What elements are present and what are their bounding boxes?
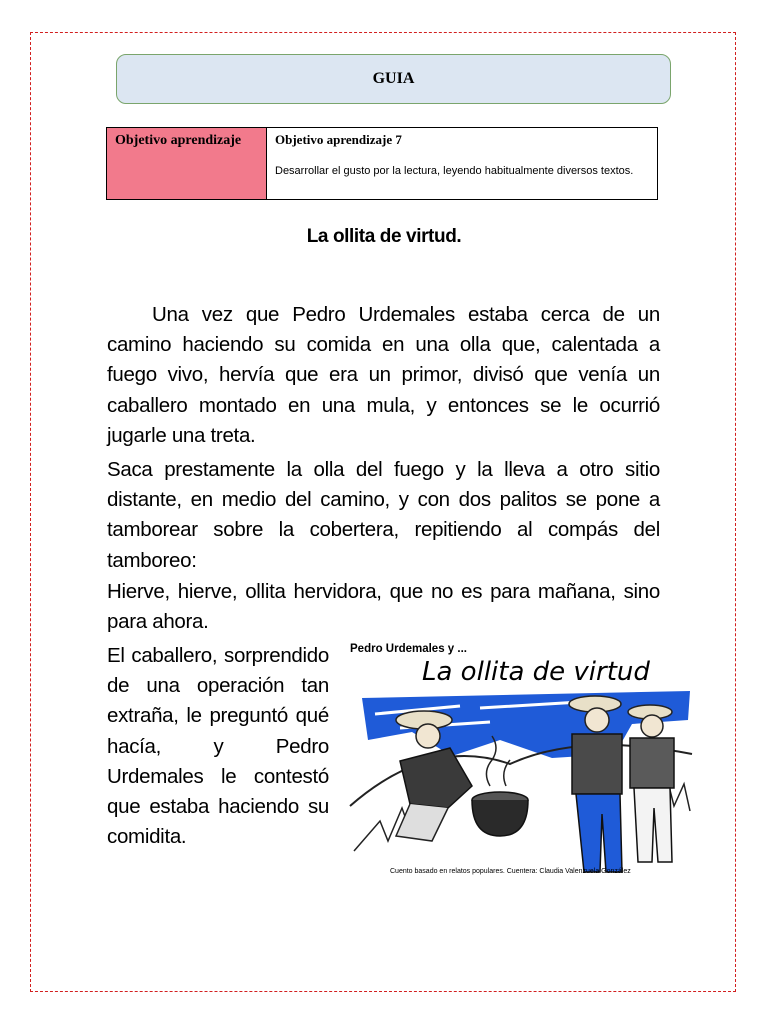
illustration-caption: Cuento basado en relatos populares. Cuentera: Claudia Valenzuela González (390, 868, 631, 875)
man1-head (585, 708, 609, 732)
guia-header (116, 54, 671, 104)
objective-table (106, 127, 658, 200)
man1-pants (576, 794, 622, 872)
story-paragraph-3: Hierve, hierve, ollita hervidora, que no es para mañana, sino para ahora. (107, 580, 660, 634)
objective-description: Desarrollar el gusto por la lectura, leyendo habitualmente diversos textos. (275, 165, 634, 177)
guia-title: GUIA (372, 70, 415, 87)
story-illustration (340, 636, 702, 882)
objective-content (267, 128, 657, 199)
pedro-head (416, 724, 440, 748)
objective-title: Objetivo aprendizaje 7 (275, 132, 402, 147)
man1-shirt (572, 734, 622, 794)
story-paragraph-4: El caballero, sorprendido de una operación tan extraña, le preguntó qué hacía, y Pedro Urdemales le contestó que estaba haciendo su comidita. (107, 644, 329, 849)
story-paragraph-2: Saca prestamente la olla del fuego y la lleva a otro sitio distante, en medio del camino, y con dos palitos se pone a tamborear sobre la cobertera, repitiendo al compás del tamboreo: (107, 458, 660, 572)
man2-head (641, 715, 663, 737)
pedro-legs (396, 804, 448, 841)
pot-body (472, 800, 528, 836)
story-paragraph-1: Una vez que Pedro Urdemales estaba cerca de un camino haciendo su comida en una olla que, calentada a fuego vivo, hervía que era un primor, divisó que venía un caballero montado en una mula, y entonces se le ocurrió jugarle una treta. (107, 303, 660, 447)
man2-pants (634, 788, 672, 862)
man2-shirt (630, 738, 674, 788)
objective-label: Objetivo aprendizaje (107, 128, 267, 199)
illustration-title: La ollita de virtud (422, 657, 650, 687)
illustration-header: Pedro Urdemales y ... (350, 643, 467, 655)
story-title: La ollita de virtud. (306, 226, 462, 247)
